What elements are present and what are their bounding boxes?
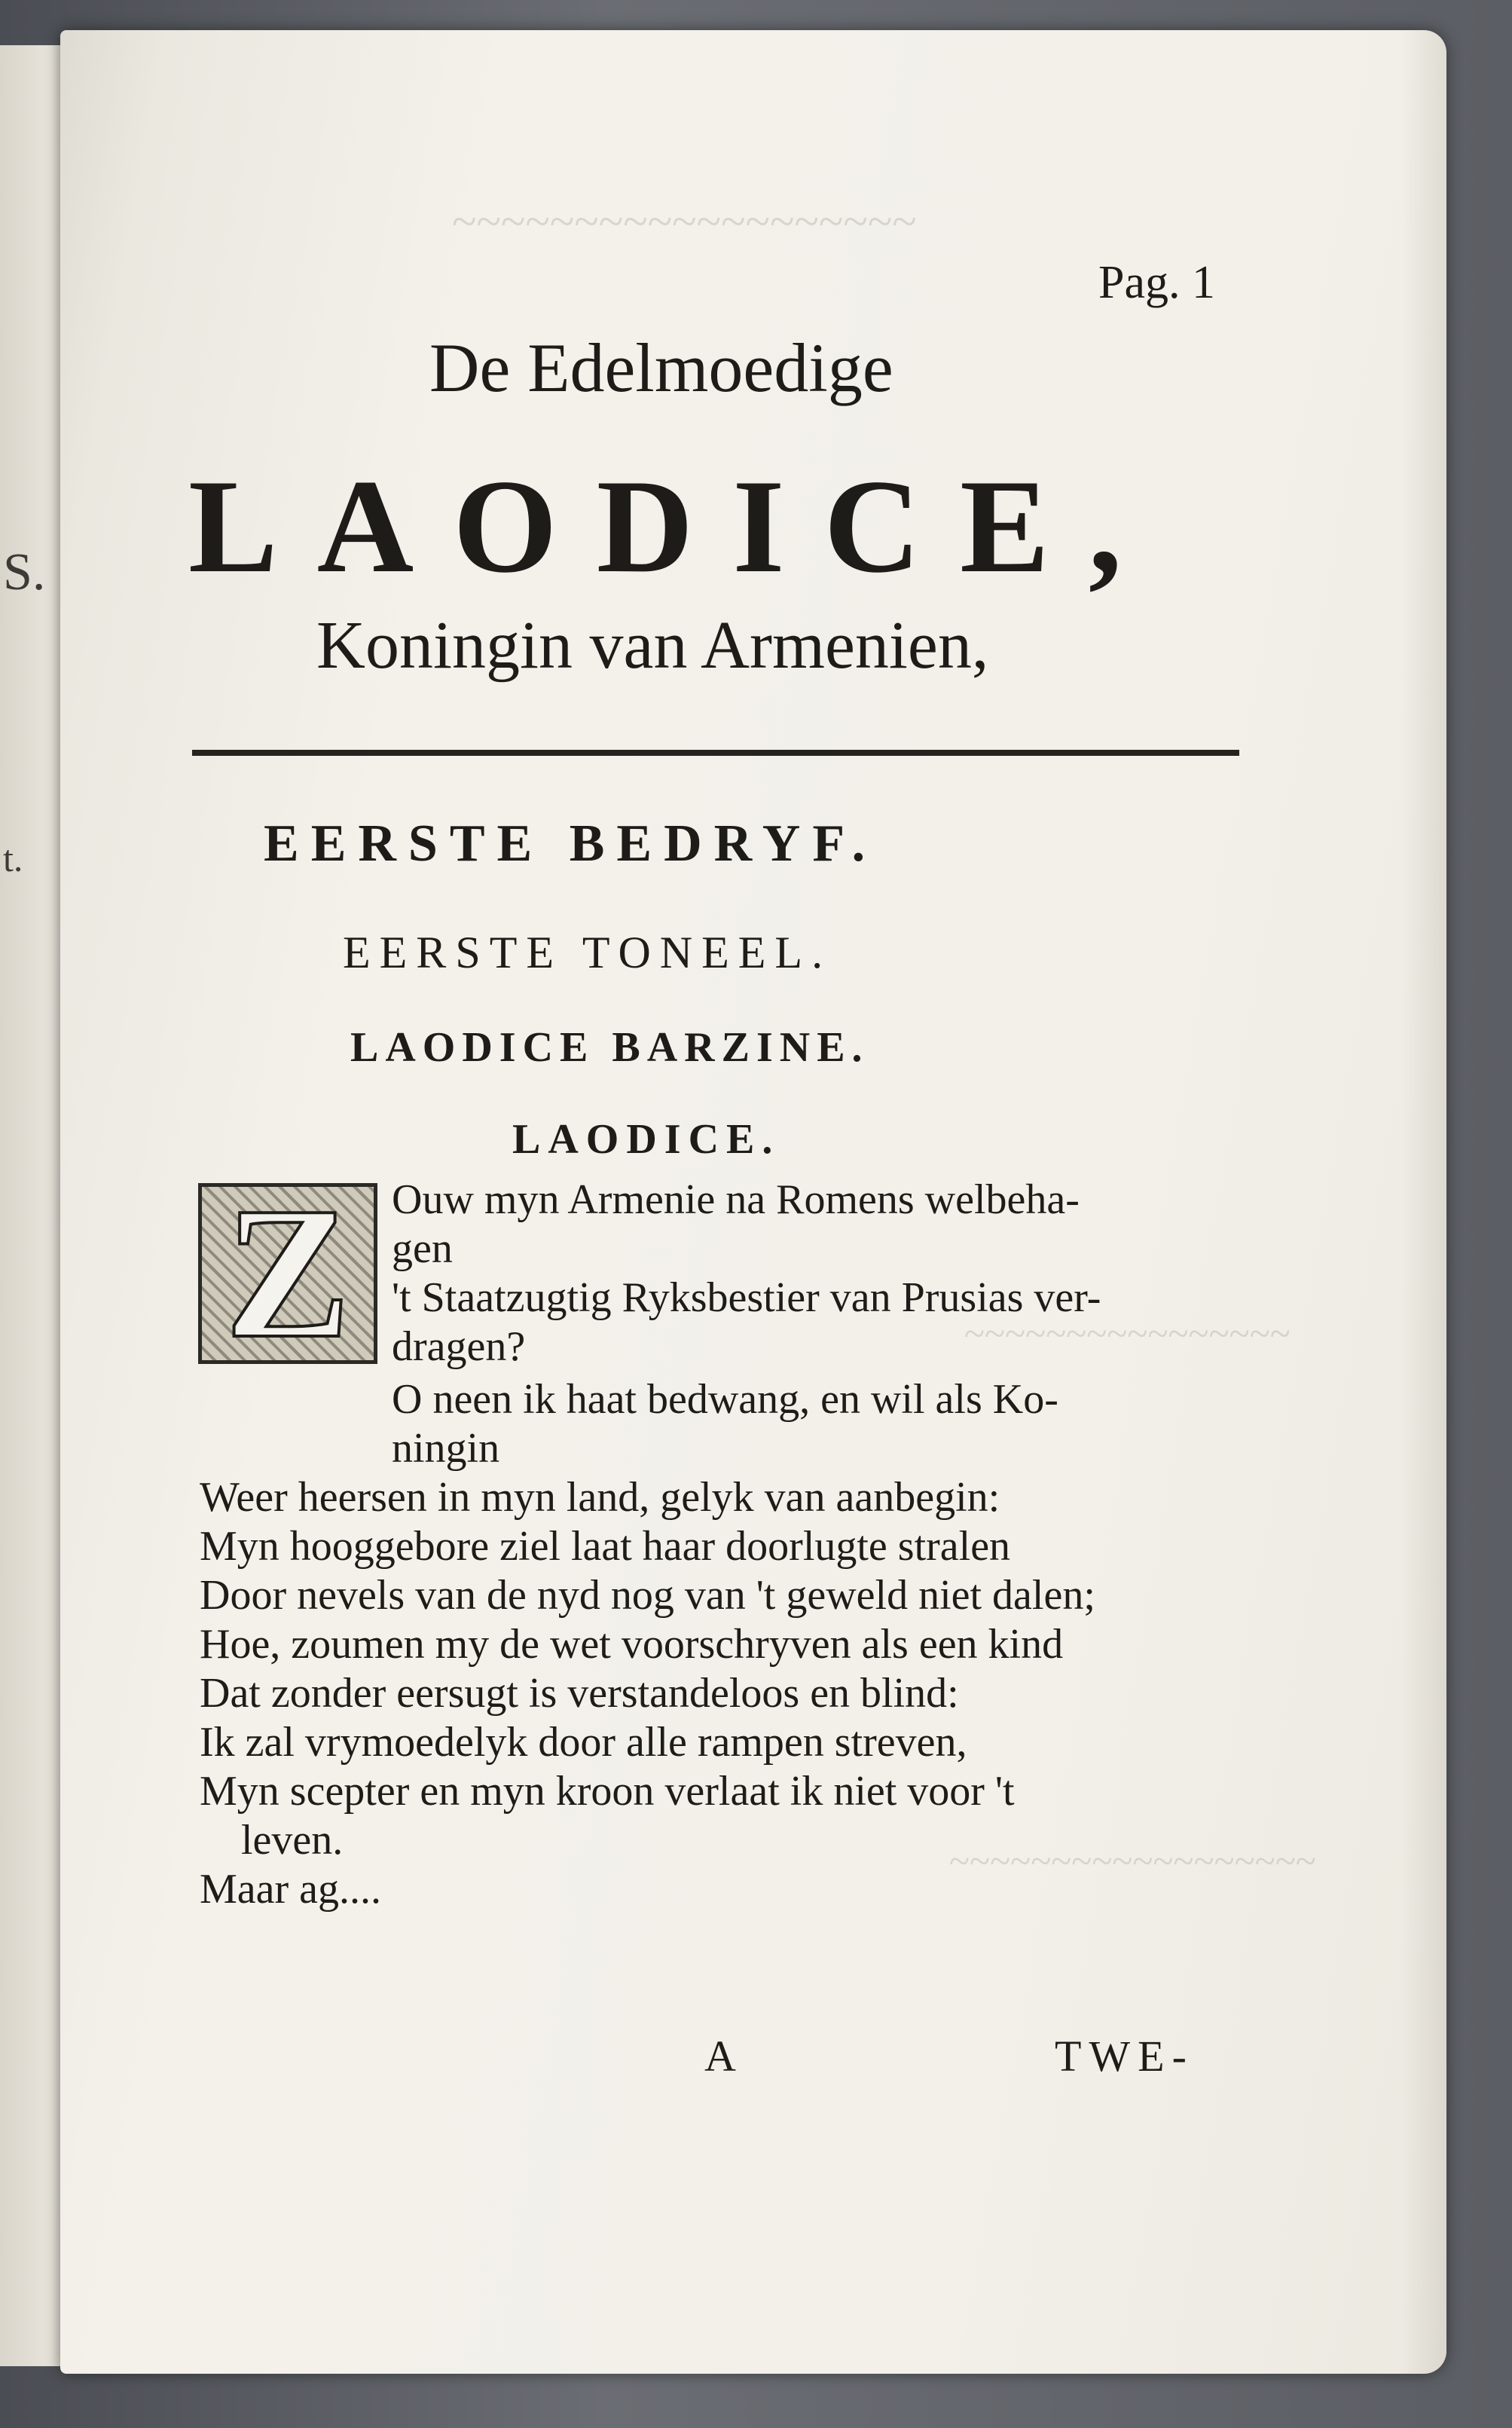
title-subtitle: Koningin van Armenien, (316, 608, 989, 683)
title-main: LAODICE, (188, 451, 1162, 601)
page-edge-shading (1401, 30, 1446, 2374)
verse-line: ningin (392, 1425, 500, 1472)
verse-line: Weer heersen in myn land, gelyk van aanbegin: (200, 1474, 1000, 1521)
verse-line: leven. (241, 1817, 344, 1864)
verse-line: gen (392, 1225, 453, 1272)
verse-line: Dat zonder eersugt is verstandeloos en blind: (200, 1670, 959, 1717)
verse-line: dragen? (392, 1323, 526, 1370)
book-page (60, 30, 1446, 2374)
title-line-top: De Edelmoedige (429, 329, 893, 406)
title-rule (192, 750, 1239, 756)
verse-line: Ouw myn Armenie na Romens welbeha- (392, 1176, 1080, 1223)
speaker-name: LAODICE. (512, 1116, 780, 1163)
catchword: TWE- (1055, 2032, 1194, 2081)
verse-line: Door nevels van de nyd nog van 't geweld niet dalen; (200, 1572, 1095, 1619)
verse-line: Myn scepter en myn kroon verlaat ik niet voor 't (200, 1768, 1015, 1815)
characters-heading: LAODICE BARZINE. (350, 1024, 869, 1071)
show-through-text: ~~~~~~~~~~~~~~~~~~~ (452, 197, 917, 246)
verse-line: Ik zal vrymoedelyk door alle rampen streven, (200, 1719, 967, 1766)
verse-line: Myn hooggebore ziel laat haar doorlugte stralen (200, 1523, 1011, 1570)
verse-line: 't Staatzugtig Ryksbestier van Prusias ver- (392, 1274, 1101, 1321)
page-number: Pag. 1 (1098, 257, 1215, 308)
scene-heading: EERSTE TONEEL. (343, 928, 832, 977)
decorated-initial-letter: Z (225, 1169, 351, 1378)
facing-page-glyph: S. (3, 543, 46, 601)
act-heading: EERSTE BEDRYF. (264, 815, 878, 873)
show-through-text: ~~~~~~~~~~~~~~~~~~ (949, 1839, 1316, 1882)
verse-line: Maar ag.... (200, 1866, 382, 1913)
signature-mark: A (704, 2032, 736, 2081)
facing-page-glyph: t. (3, 837, 23, 879)
decorated-initial (198, 1169, 377, 1378)
verse-line: O neen ik haat bedwang, en wil als Ko- (392, 1376, 1058, 1423)
verse-line: Hoe, zoumen my de wet voorschryven als een kind (200, 1621, 1064, 1668)
show-through-text: ~~~~~~~~~~~~~~~~ (964, 1312, 1291, 1354)
